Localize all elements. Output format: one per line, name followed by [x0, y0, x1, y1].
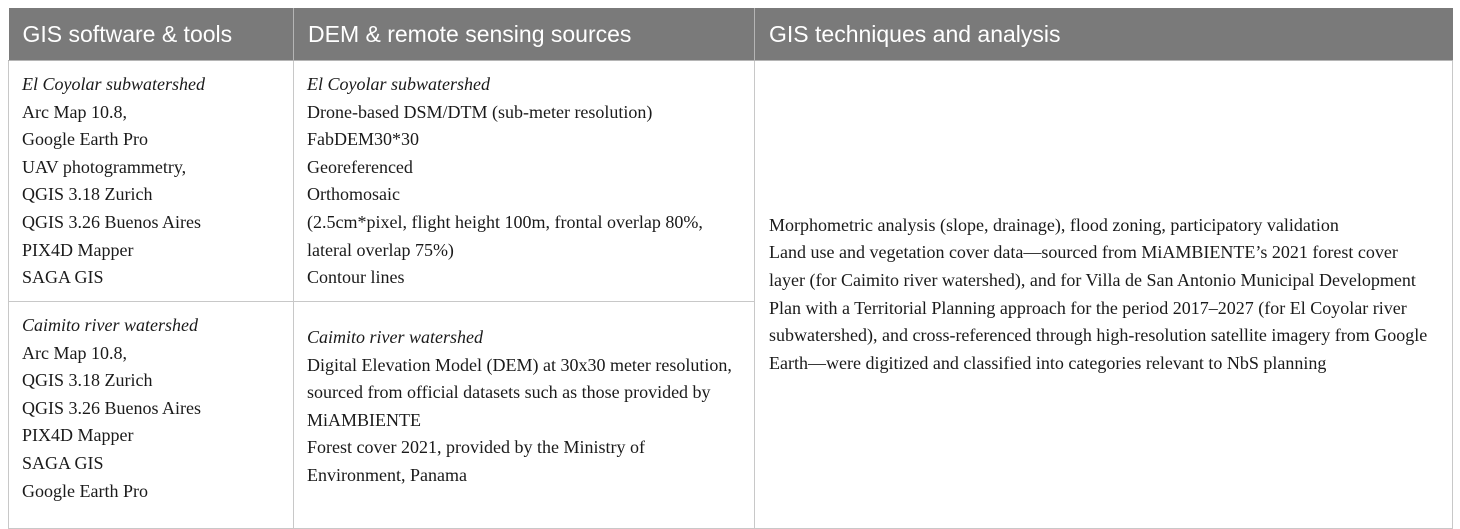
list-item: SAGA GIS — [22, 452, 104, 473]
list-item: Forest cover 2021, provided by the Ministry of Environment, Panama — [307, 437, 645, 485]
technique-item: Morphometric analysis (slope, drainage), flood zoning, participatory validation — [769, 214, 1339, 235]
list-item: PIX4D Mapper — [22, 425, 134, 446]
list-item: QGIS 3.18 Zurich — [22, 370, 153, 391]
list-item: FabDEM30*30 — [307, 129, 419, 150]
header-row — [9, 8, 1453, 61]
header-dem-sources: DEM & remote sensing sources — [294, 8, 755, 61]
list-item: UAV photogrammetry, — [22, 156, 187, 177]
list-item: Contour lines — [307, 267, 405, 288]
cell-caimito-sources — [294, 302, 755, 529]
list-item: PIX4D Mapper — [22, 239, 134, 260]
header-gis-techniques: GIS techniques and analysis — [755, 8, 1453, 61]
section-title: El Coyolar subwatershed — [22, 74, 205, 94]
list-item: Arc Map 10.8, — [22, 342, 127, 363]
list-item: Arc Map 10.8, — [22, 101, 127, 122]
list-item: SAGA GIS — [22, 267, 104, 288]
list-item: Google Earth Pro — [22, 129, 148, 150]
table-container — [8, 8, 1452, 529]
technique-item: Land use and vegetation cover data—sourced from MiAMBIENTE’s 2021 forest cover layer (for Caimito river watershed), and for Villa de San Antonio Municipal Development Plan with a Territorial Planning approach for the period 2017–2027 (for El Coyolar river subwatershed), and cross-referenced through high-resolution satellite imagery from Google Earth—were digitized and classified into categories relevant to NbS planning — [769, 242, 1428, 373]
cell-caimito-software — [9, 302, 294, 529]
list-item: Georeferenced — [307, 156, 413, 177]
list-item: QGIS 3.26 Buenos Aires — [22, 397, 201, 418]
gis-methods-table — [8, 8, 1453, 529]
cell-el-coyolar-sources — [294, 61, 755, 302]
list-item: QGIS 3.26 Buenos Aires — [22, 211, 201, 232]
list-item: Digital Elevation Model (DEM) at 30x30 meter resolution, sourced from official datasets such as those provided by MiAMBIENTE — [307, 354, 732, 430]
section-title: Caimito river watershed — [307, 327, 483, 347]
list-item: Orthomosaic — [307, 184, 400, 205]
section-title: El Coyolar subwatershed — [307, 74, 490, 94]
cell-gis-techniques — [755, 61, 1453, 529]
list-item: Google Earth Pro — [22, 480, 148, 501]
list-item: (2.5cm*pixel, flight height 100m, frontal overlap 80%, lateral overlap 75%) — [307, 211, 703, 260]
section-title: Caimito river watershed — [22, 315, 198, 335]
list-item: QGIS 3.18 Zurich — [22, 184, 153, 205]
cell-el-coyolar-software — [9, 61, 294, 302]
header-software-tools: GIS software & tools — [9, 8, 294, 61]
list-item: Drone-based DSM/DTM (sub-meter resolution) — [307, 101, 653, 122]
table-row — [9, 61, 1453, 302]
